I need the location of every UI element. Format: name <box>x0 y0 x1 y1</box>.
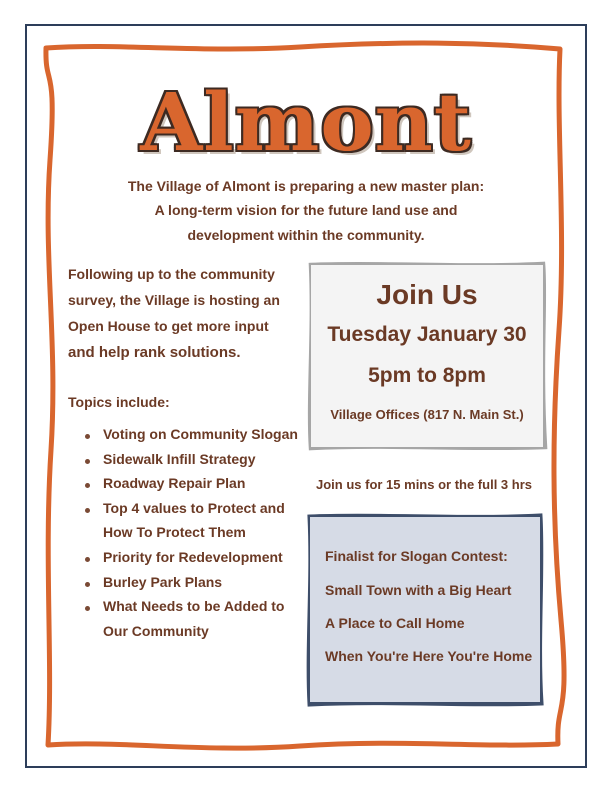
slogan-item: Small Town with a Big Heart <box>325 582 512 598</box>
join-us-heading: Join Us <box>376 279 478 310</box>
slogan-heading: Finalist for Slogan Contest: <box>325 548 508 564</box>
bullet-dot <box>85 606 90 611</box>
event-location: Village Offices (817 N. Main St.) <box>330 407 524 422</box>
topic-item: Burley Park Plans <box>103 574 223 590</box>
intro-line-3: development within the community. <box>187 227 425 243</box>
topic-item: Sidewalk Infill Strategy <box>103 451 256 467</box>
bullet-dot <box>85 459 90 464</box>
bullet-dot <box>85 582 90 587</box>
left-paragraph-line-2: survey, the Village is hosting an <box>68 292 280 308</box>
slogan-item: When You're Here You're Home <box>325 648 533 664</box>
left-paragraph-line-4: and help rank solutions. <box>68 344 241 361</box>
topics-heading: Topics include: <box>68 394 170 410</box>
join-us-box <box>311 265 543 447</box>
topic-item-continued: How To Protect Them <box>103 524 246 540</box>
topic-item: What Needs to be Added to <box>103 598 285 614</box>
topic-item: Priority for Redevelopment <box>103 549 283 565</box>
topic-item: Voting on Community Slogan <box>103 426 298 442</box>
bullet-dot <box>85 508 90 513</box>
bullet-dot <box>85 557 90 562</box>
bullet-dot <box>85 483 90 488</box>
intro-line-1: The Village of Almont is preparing a new master plan: <box>127 178 485 194</box>
intro-line-2: A long-term vision for the future land use and <box>154 202 458 218</box>
left-paragraph-line-1: Following up to the community <box>68 266 275 282</box>
event-time: 5pm to 8pm <box>368 364 486 387</box>
topic-item: Top 4 values to Protect and <box>103 500 285 516</box>
topic-item: Roadway Repair Plan <box>103 475 246 491</box>
bullet-dot <box>85 434 90 439</box>
topic-item-continued: Our Community <box>103 623 209 639</box>
slogan-contest-box <box>310 517 540 702</box>
almont-title: Almont <box>140 75 472 169</box>
slogan-item: A Place to Call Home <box>325 615 465 631</box>
event-date: Tuesday January 30 <box>327 323 527 346</box>
left-paragraph-line-3: Open House to get more input <box>68 318 269 334</box>
duration-note: Join us for 15 mins or the full 3 hrs <box>316 477 532 492</box>
